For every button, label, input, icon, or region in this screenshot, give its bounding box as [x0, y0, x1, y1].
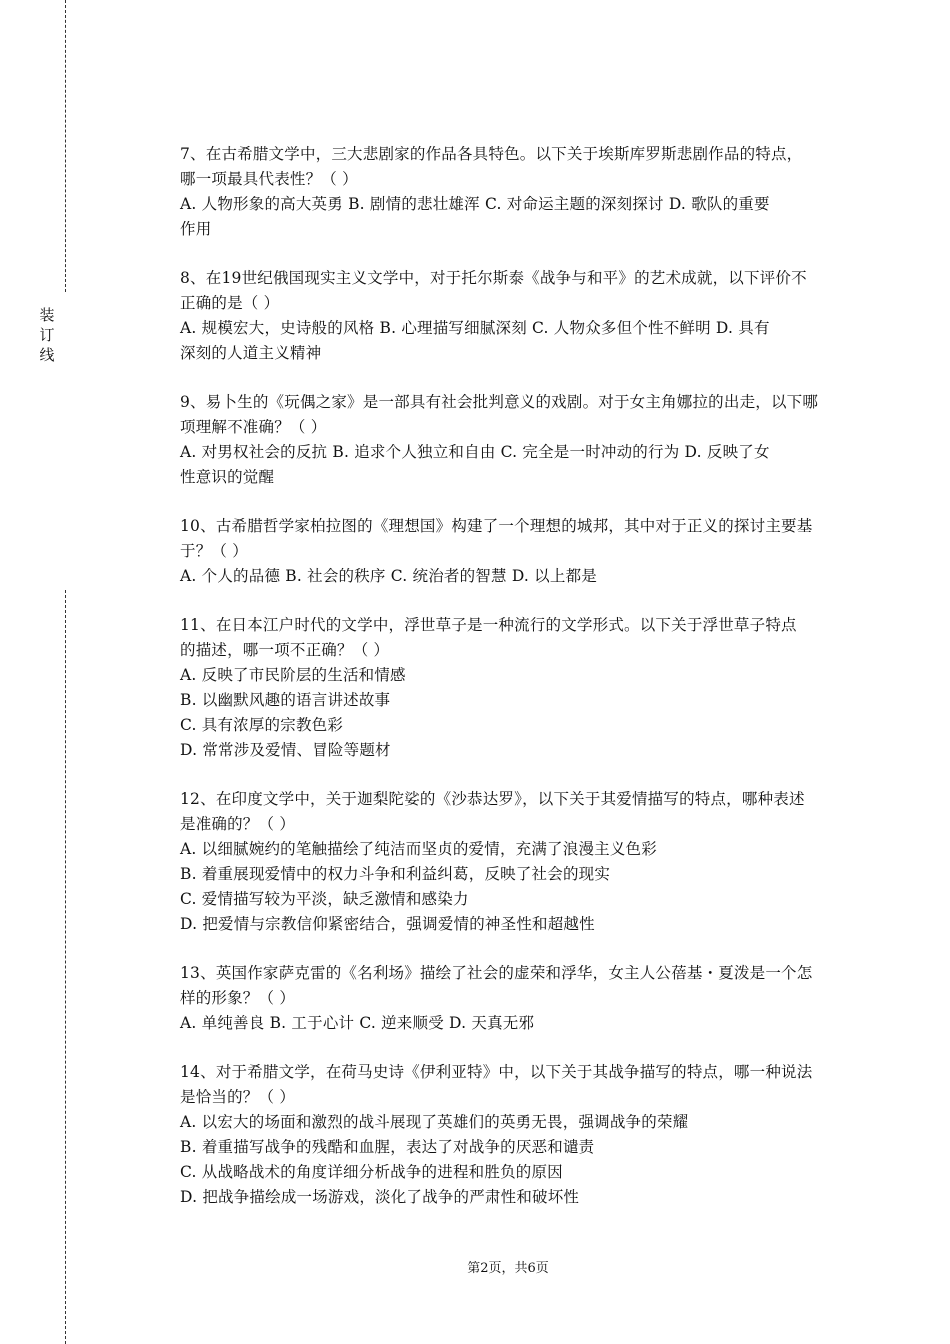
- option-c: C. 从战略战术的角度详细分析战争的进程和胜负的原因: [180, 1163, 563, 1181]
- question-stem: 的描述，哪一项不正确？（ ）: [180, 641, 390, 659]
- question-options: 作用: [180, 220, 212, 238]
- question-stem: 项理解不准确？（ ）: [180, 418, 327, 436]
- question-stem: 是恰当的？（ ）: [180, 1088, 296, 1106]
- page-footer: 第2页，共6页: [467, 1261, 549, 1276]
- option-c: C. 具有浓厚的宗教色彩: [180, 716, 344, 734]
- question-8: [180, 266, 840, 366]
- question-options: A. 个人的品德 B. 社会的秩序 C. 统治者的智慧 D. 以上都是: [180, 567, 597, 585]
- question-stem: 样的形象？（ ）: [180, 989, 296, 1007]
- binding-char: 装: [39, 306, 55, 324]
- option-a: A. 以宏大的场面和激烈的战斗展现了英雄们的英勇无畏，强调战争的荣耀: [180, 1113, 689, 1131]
- question-stem: 10、古希腊哲学家柏拉图的《理想国》构建了一个理想的城邦，其中对于正义的探讨主要基: [180, 517, 813, 535]
- question-stem: 正确的是（ ）: [180, 294, 280, 312]
- question-options: 深刻的人道主义精神: [180, 344, 322, 362]
- question-list: [180, 142, 840, 1234]
- option-b: B. 以幽默风趣的语言讲述故事: [180, 691, 391, 709]
- question-11: [180, 613, 840, 763]
- binding-dashed-line-top: [65, 0, 66, 292]
- question-options: A. 规模宏大，史诗般的风格 B. 心理描写细腻深刻 C. 人物众多但个性不鲜明 D. 具有: [180, 319, 770, 337]
- option-d: D. 把爱情与宗教信仰紧密结合，强调爱情的神圣性和超越性: [180, 915, 595, 933]
- question-stem: 11、在日本江户时代的文学中，浮世草子是一种流行的文学形式。以下关于浮世草子特点: [180, 616, 797, 634]
- binding-char: 订: [39, 326, 55, 344]
- binding-dashed-line-bottom: [65, 590, 66, 1344]
- question-stem: 哪一项最具代表性？（ ）: [180, 170, 358, 188]
- option-a: A. 以细腻婉约的笔触描绘了纯洁而坚贞的爱情，充满了浪漫主义色彩: [180, 840, 657, 858]
- question-7: [180, 142, 840, 242]
- binding-char: 线: [39, 346, 55, 364]
- question-stem: 13、英国作家萨克雷的《名利场》描绘了社会的虚荣和浮华，女主人公蓓基・夏泼是一个怎: [180, 964, 813, 982]
- question-14: [180, 1060, 840, 1210]
- option-b: B. 着重描写战争的残酷和血腥，表达了对战争的厌恶和谴责: [180, 1138, 595, 1156]
- question-options: A. 人物形象的高大英勇 B. 剧情的悲壮雄浑 C. 对命运主题的深刻探讨 D. 歌队的重要: [180, 195, 770, 213]
- option-c: C. 爱情描写较为平淡，缺乏激情和感染力: [180, 890, 469, 908]
- question-9: [180, 390, 840, 490]
- question-stem: 14、对于希腊文学，在荷马史诗《伊利亚特》中，以下关于其战争描写的特点，哪一种说法: [180, 1063, 813, 1081]
- question-options: A. 对男权社会的反抗 B. 追求个人独立和自由 C. 完全是一时冲动的行为 D. 反映了女: [180, 443, 770, 461]
- question-10: [180, 514, 840, 589]
- question-12: [180, 787, 840, 937]
- option-d: D. 常常涉及爱情、冒险等题材: [180, 741, 391, 759]
- question-stem: 8、在19世纪俄国现实主义文学中，对于托尔斯泰《战争与和平》的艺术成就，以下评价不: [180, 269, 807, 287]
- option-a: A. 反映了市民阶层的生活和情感: [180, 666, 406, 684]
- question-stem: 7、在古希腊文学中，三大悲剧家的作品各具特色。以下关于埃斯库罗斯悲剧作品的特点，: [180, 145, 803, 163]
- question-options: A. 单纯善良 B. 工于心计 C. 逆来顺受 D. 天真无邪: [180, 1014, 535, 1032]
- question-stem: 是准确的？（ ）: [180, 815, 296, 833]
- option-b: B. 着重展现爱情中的权力斗争和利益纠葛，反映了社会的现实: [180, 865, 611, 883]
- question-stem: 9、易卜生的《玩偶之家》是一部具有社会批判意义的戏剧。对于女主角娜拉的出走，以下哪: [180, 393, 819, 411]
- option-d: D. 把战争描绘成一场游戏，淡化了战争的严肃性和破坏性: [180, 1188, 580, 1206]
- question-stem: 12、在印度文学中，关于迦梨陀娑的《沙恭达罗》，以下关于其爱情描写的特点，哪种表述: [180, 790, 805, 808]
- question-13: [180, 961, 840, 1036]
- question-stem: 于？（ ）: [180, 542, 248, 560]
- binding-label: [38, 305, 56, 365]
- question-options: 性意识的觉醒: [180, 468, 275, 486]
